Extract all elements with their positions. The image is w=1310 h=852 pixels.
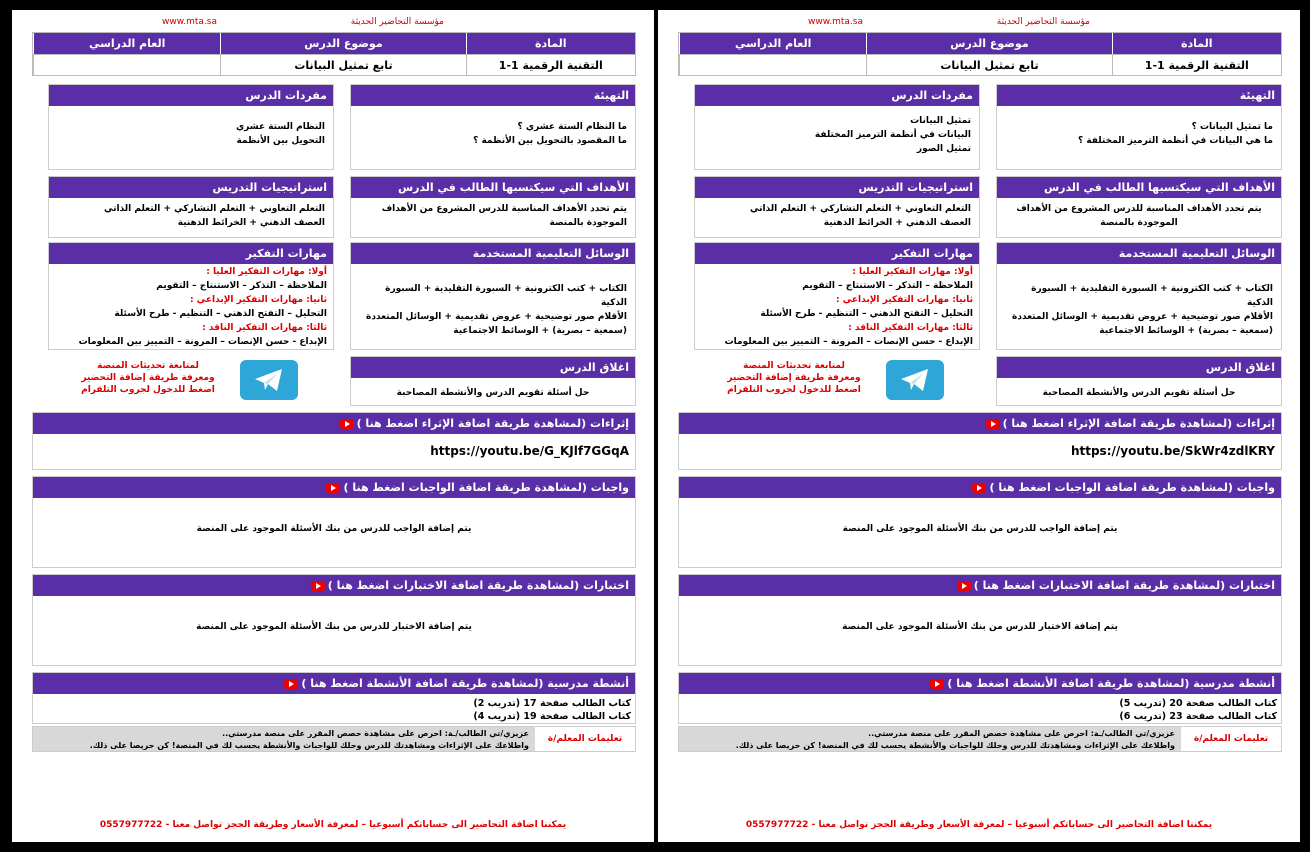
thinking-heading: ثانيا: مهارات التفكير الإبداعي : bbox=[836, 295, 973, 305]
thinking-heading: أولا: مهارات التفكير العليا : bbox=[206, 267, 327, 277]
intro-box bbox=[350, 84, 636, 170]
vocab-line: تمثيل الصور bbox=[916, 144, 971, 154]
telegram-promo[interactable]: لمتابعة تحديثات المنصة ومعرفة طريقة إضافة التحضير اضغط للدخول لجروب التلقرام bbox=[727, 361, 861, 395]
goals-text: يتم تحدد الأهداف المناسبة للدرس المشروع من الأهداف الموجودة بالمنصة bbox=[1016, 204, 1262, 228]
thinking-box bbox=[48, 242, 334, 350]
thinking-text: التحليل – التفتح الذهني – التنظيم - طرح الأسئلة bbox=[760, 309, 973, 319]
thinking-title: مهارات التفكير bbox=[695, 243, 979, 264]
teacher-instructions bbox=[32, 726, 636, 752]
activity-item: كتاب الطالب صفحة 17 (تدريب 2) bbox=[473, 698, 631, 709]
enrich-box bbox=[678, 412, 1282, 470]
thinking-text: التحليل – التفتح الذهني – التنظيم - طرح الأسئلة bbox=[114, 309, 327, 319]
lesson-page-right bbox=[658, 10, 1300, 842]
youtube-icon[interactable] bbox=[326, 483, 340, 493]
topic-value: تابع تمثيل البيانات bbox=[866, 54, 1111, 75]
year-value bbox=[679, 54, 866, 75]
enrich-box bbox=[32, 412, 636, 470]
homework-title[interactable]: واجبات (لمشاهدة طريقة اضافة الواجبات اضغط هنا ) bbox=[679, 477, 1281, 498]
youtube-icon[interactable] bbox=[284, 679, 298, 689]
activity-item: كتاب الطالب صفحة 23 (تدريب 6) bbox=[1119, 711, 1277, 722]
tests-title[interactable]: اختبارات (لمشاهدة طريقة اضافة الاختبارات اضغط هنا ) bbox=[679, 575, 1281, 596]
youtube-icon[interactable] bbox=[972, 483, 986, 493]
enrich-link[interactable]: https://youtu.be/SkWr4zdlKRY bbox=[1070, 444, 1275, 458]
goals-title: الأهداف التي سيكتسبها الطالب في الدرس bbox=[351, 177, 635, 198]
activities-title[interactable]: أنشطة مدرسية (لمشاهدة طريقة اضافة الأنشطة اضغط هنا ) bbox=[679, 673, 1281, 694]
site-link[interactable]: www.mta.sa bbox=[808, 17, 863, 27]
thinking-text: الإبداع - حسن الإنصات – المرونة – التمييز بين المعلومات bbox=[78, 337, 327, 347]
strategies-line: التعلم التعاوني + التعلم التشاركي + التعلم الذاتي bbox=[750, 204, 971, 214]
activities-box bbox=[678, 672, 1282, 724]
vocab-line: تمثيل البيانات bbox=[910, 116, 971, 126]
youtube-icon[interactable] bbox=[311, 581, 325, 591]
tools-line: الأقلام صور توضيحية + عروض تقديمية + الوسائل المتعددة bbox=[1012, 312, 1273, 322]
tests-title[interactable]: اختبارات (لمشاهدة طريقة اضافة الاختبارات اضغط هنا ) bbox=[33, 575, 635, 596]
teacher-line: عزيزي/تي الطالب/ـة: احرص على مشاهدة حصص المقرر على منصة مدرستي.. bbox=[868, 729, 1175, 738]
homework-box bbox=[32, 476, 636, 568]
org-name: مؤسسة التحاضير الحديثة bbox=[350, 17, 444, 27]
thinking-text: الإبداع - حسن الإنصات – المرونة – التمييز بين المعلومات bbox=[724, 337, 973, 347]
closing-text: حل أسئلة تقويم الدرس والأنشطة المصاحبة bbox=[1042, 388, 1236, 398]
enrich-title[interactable]: إثراءات (لمشاهدة طريقة اضافة الإثراء اضغط هنا ) bbox=[679, 413, 1281, 434]
strategies-box bbox=[48, 176, 334, 238]
thinking-heading: ثانيا: مهارات التفكير الإبداعي : bbox=[190, 295, 327, 305]
tools-line: (سمعية – بصرية) + الوسائط الاجتماعية bbox=[1099, 326, 1273, 336]
tools-title: الوسائل التعليمية المستخدمة bbox=[351, 243, 635, 264]
tests-text: يتم إضافة الاختبار للدرس من بنك الأسئلة الموجود على المنصة bbox=[842, 622, 1118, 632]
teacher-line: واطلاعك على الإثراءات ومشاهدتك للدرس وحلك للواجبات والأنشطة يحسب لك في المنصة! كن حريصا على ذلك. bbox=[89, 741, 529, 750]
vocab-title: مفردات الدرس bbox=[695, 85, 979, 106]
header-table bbox=[32, 32, 636, 76]
youtube-icon[interactable] bbox=[986, 419, 1000, 429]
subject-label: المادة bbox=[1112, 33, 1281, 54]
strategies-title: استراتيجيات التدريس bbox=[695, 177, 979, 198]
tests-text: يتم إضافة الاختبار للدرس من بنك الأسئلة الموجود على المنصة bbox=[196, 622, 472, 632]
tools-box bbox=[350, 242, 636, 350]
goals-box bbox=[350, 176, 636, 238]
intro-box bbox=[996, 84, 1282, 170]
intro-line: ما المقصود بالتحويل بين الأنظمة ؟ bbox=[473, 136, 627, 146]
tools-line: الكتاب + كتب الكترونية + السبورة التقليدية + السبورة الذكية bbox=[1031, 284, 1273, 308]
year-label: العام الدراسي bbox=[679, 33, 866, 54]
header-table bbox=[678, 32, 1282, 76]
thinking-text: الملاحظة – التذكر – الاستنتاج – التقويم bbox=[802, 281, 973, 291]
activities-title[interactable]: أنشطة مدرسية (لمشاهدة طريقة اضافة الأنشطة اضغط هنا ) bbox=[33, 673, 635, 694]
subject-value: التقنية الرقمية 1-1 bbox=[1112, 54, 1281, 75]
homework-text: يتم إضافة الواجب للدرس من بنك الأسئلة الموجود على المنصة bbox=[842, 524, 1118, 534]
tests-box bbox=[32, 574, 636, 666]
thinking-title: مهارات التفكير bbox=[49, 243, 333, 264]
thinking-heading: ثالثا: مهارات التفكير الناقد : bbox=[848, 323, 973, 333]
footer-text: يمكننا اضافة التحاضير الى حساباتكم أسبوعيا – لمعرفة الأسعار وطريقة الحجز تواصل معنا - 0557977722 bbox=[745, 820, 1213, 830]
intro-line: ما تمثيل البيانات ؟ bbox=[1191, 122, 1273, 132]
tools-line: الكتاب + كتب الكترونية + السبورة التقليدية + السبورة الذكية bbox=[385, 284, 627, 308]
activity-item: كتاب الطالب صفحة 20 (تدريب 5) bbox=[1119, 698, 1277, 709]
year-value bbox=[33, 54, 220, 75]
teacher-label: تعليمات المعلم/ة bbox=[1181, 727, 1281, 751]
intro-line: ما النظام الستة عشري ؟ bbox=[517, 122, 627, 132]
intro-line: ما هي البيانات في أنظمة الترميز المختلفة ؟ bbox=[1077, 136, 1273, 146]
activities-box bbox=[32, 672, 636, 724]
telegram-icon[interactable] bbox=[886, 360, 944, 400]
teacher-line: واطلاعك على الإثراءات ومشاهدتك للدرس وحلك للواجبات والأنشطة يحسب لك في المنصة! كن حريصا على ذلك. bbox=[735, 741, 1175, 750]
org-name: مؤسسة التحاضير الحديثة bbox=[996, 17, 1090, 27]
tools-box bbox=[996, 242, 1282, 350]
youtube-icon[interactable] bbox=[957, 581, 971, 591]
strategies-line: التعلم التعاوني + التعلم التشاركي + التعلم الذاتي bbox=[104, 204, 325, 214]
vocab-title: مفردات الدرس bbox=[49, 85, 333, 106]
tools-line: الأقلام صور توضيحية + عروض تقديمية + الوسائل المتعددة bbox=[366, 312, 627, 322]
closing-box bbox=[996, 356, 1282, 406]
lesson-page-left bbox=[12, 10, 654, 842]
thinking-box bbox=[694, 242, 980, 350]
youtube-icon[interactable] bbox=[340, 419, 354, 429]
vocab-line: التحويل بين الأنظمة bbox=[236, 136, 325, 146]
strategies-box bbox=[694, 176, 980, 238]
thinking-heading: ثالثا: مهارات التفكير الناقد : bbox=[202, 323, 327, 333]
vocab-line: النظام الستة عشري bbox=[235, 122, 325, 132]
year-label: العام الدراسي bbox=[33, 33, 220, 54]
vocab-box bbox=[48, 84, 334, 170]
homework-box bbox=[678, 476, 1282, 568]
closing-text: حل أسئلة تقويم الدرس والأنشطة المصاحبة bbox=[396, 388, 590, 398]
tools-line: (سمعية – بصرية) + الوسائط الاجتماعية bbox=[453, 326, 627, 336]
closing-title: اغلاق الدرس bbox=[351, 357, 635, 378]
goals-box bbox=[996, 176, 1282, 238]
teacher-label: تعليمات المعلم/ة bbox=[535, 727, 635, 751]
activity-item: كتاب الطالب صفحة 19 (تدريب 4) bbox=[473, 711, 631, 722]
enrich-link[interactable]: https://youtu.be/G_KJlf7GGqA bbox=[430, 444, 629, 458]
homework-text: يتم إضافة الواجب للدرس من بنك الأسئلة الموجود على المنصة bbox=[196, 524, 472, 534]
tools-title: الوسائل التعليمية المستخدمة bbox=[997, 243, 1281, 264]
vocab-box bbox=[694, 84, 980, 170]
footer-text: يمكننا اضافة التحاضير الى حساباتكم أسبوعيا – لمعرفة الأسعار وطريقة الحجز تواصل معنا - 0557977722 bbox=[99, 820, 567, 830]
tests-box bbox=[678, 574, 1282, 666]
strategies-line: العصف الذهني + الخرائط الذهنية bbox=[177, 218, 325, 228]
strategies-line: العصف الذهني + الخرائط الذهنية bbox=[823, 218, 971, 228]
vocab-line: البيانات في أنظمة الترميز المختلفة bbox=[814, 130, 971, 140]
thinking-text: الملاحظة – التذكر – الاستنتاج – التقويم bbox=[156, 281, 327, 291]
topic-value: تابع تمثيل البيانات bbox=[220, 54, 465, 75]
strategies-title: استراتيجيات التدريس bbox=[49, 177, 333, 198]
subject-label: المادة bbox=[466, 33, 635, 54]
intro-title: التهيئة bbox=[351, 85, 635, 106]
enrich-title[interactable]: إثراءات (لمشاهدة طريقة اضافة الإثراء اضغط هنا ) bbox=[33, 413, 635, 434]
telegram-icon[interactable] bbox=[240, 360, 298, 400]
teacher-line: عزيزي/تي الطالب/ـة: احرص على مشاهدة حصص المقرر على منصة مدرستي.. bbox=[222, 729, 529, 738]
topic-label: موضوع الدرس bbox=[866, 33, 1111, 54]
telegram-promo[interactable]: لمتابعة تحديثات المنصة ومعرفة طريقة إضافة التحضير اضغط للدخول لجروب التلقرام bbox=[81, 361, 215, 395]
teacher-instructions bbox=[678, 726, 1282, 752]
youtube-icon[interactable] bbox=[930, 679, 944, 689]
closing-box bbox=[350, 356, 636, 406]
intro-title: التهيئة bbox=[997, 85, 1281, 106]
topic-label: موضوع الدرس bbox=[220, 33, 465, 54]
goals-text: يتم تحدد الأهداف المناسبة للدرس المشروع من الأهداف الموجودة بالمنصة bbox=[381, 204, 627, 228]
thinking-heading: أولا: مهارات التفكير العليا : bbox=[852, 267, 973, 277]
subject-value: التقنية الرقمية 1-1 bbox=[466, 54, 635, 75]
site-link[interactable]: www.mta.sa bbox=[162, 17, 217, 27]
homework-title[interactable]: واجبات (لمشاهدة طريقة اضافة الواجبات اضغط هنا ) bbox=[33, 477, 635, 498]
closing-title: اغلاق الدرس bbox=[997, 357, 1281, 378]
goals-title: الأهداف التي سيكتسبها الطالب في الدرس bbox=[997, 177, 1281, 198]
